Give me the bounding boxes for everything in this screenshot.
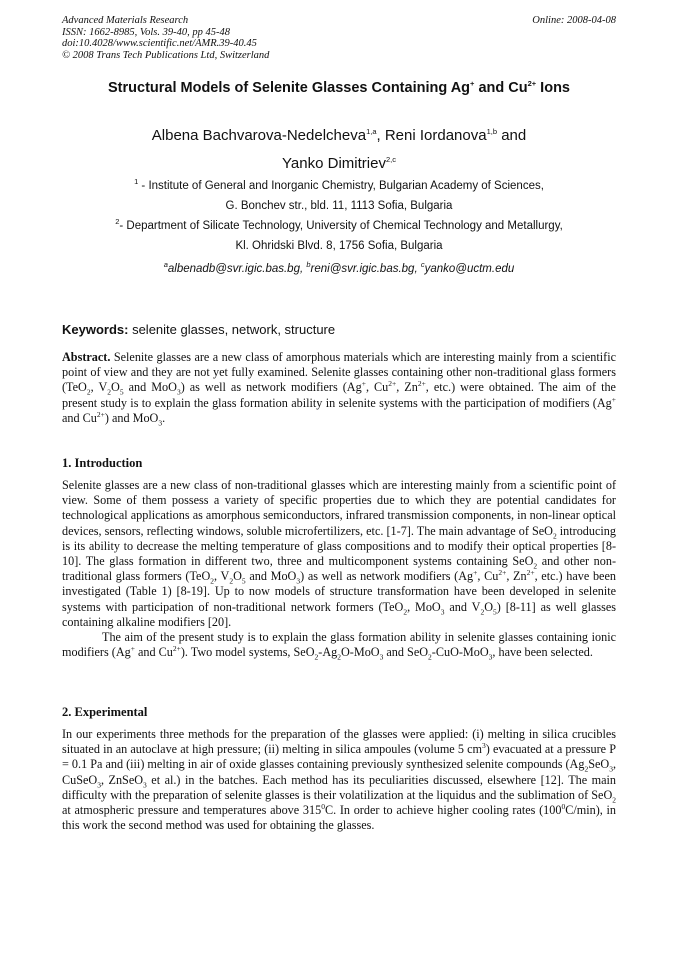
paper-title: Structural Models of Selenite Glasses Containing Ag+ and $Cu^{2+}$ Ions: [108, 79, 570, 96]
author-1: Albena Bachvarova-Nedelcheva: [151, 127, 367, 144]
keywords: Keywords: selenite glasses, network, structure: [62, 322, 336, 337]
online-date: Online: 2008-04-08: [532, 15, 616, 26]
abstract: Abstract. Selenite glasses are a new class of amorphous materials which are interesting mainly from a scientific point of view and they are not yet fully examined. Selenite glasses containing other non-traditional glass formers (TeO$_2$, $V_2O_5$ and MoO$_3$) as well as network modifiers (Ag+, $Cu^{2+}$, $Zn^{2+}$, etc.) were obtained. The aim of the present study is to explain the glass formation ability in selenite systems with the participation of modifiers (Ag+ and $Cu^{2+}$) and MoO$_3$.: [62, 350, 616, 428]
copyright-line: © 2008 Trans Tech Publications Ltd, Switzerland: [62, 49, 270, 61]
intro-paragraph-1: Selenite glasses are a new class of non-traditional glasses which are interesting mainly from a scientific point of view. Some of them possess a variety of specific properties due to which they are potential candidates for technological applications as amorphous semiconductors, infrared transmission components, in non-linear optical devices, sensors, reflecting windows, soluble microfertilizers, etc. [1-7]. The main advantage of SeO$_2$ introducing is its ability to decrease the melting temperature of glass compositions and to modify their optical properties [8-10]. The glass formation in different two, three and multicomponent systems containing SeO$_2$ and other non-traditional glass formers (TeO$_2$, $V_2O_5$ and MoO$_3$) as well as network modifiers (Ag+, $Cu^{2+}$, $Zn^{2+}$, etc.) have been investigated (Table 1) [8-19]. Up to now models of structure transformation have been developed in selenite systems with participation of non-traditional network formers (TeO$_2$, MoO$_3$ and $V_2O_5$) [8-11] as well glasses containing alkaline modifiers [20].: [62, 478, 617, 629]
journal-name: Advanced Materials Research: [62, 15, 189, 26]
author-list: Albena Bachvarova-Nedelcheva$^{1,a}$, Reni Iordanova$^{1,b}$ and Yanko Dimitriev$^{2,c}$: [151, 127, 527, 172]
affiliations: $^1$ - Institute of General and Inorganic Chemistry, Bulgarian Academy of Sciences, G. Bonchev str., bld. 11, 1113 Sofia, Bulgaria $^2$- Department of Silicate Technology, University of Chemical Technology and Metallurgy, Kl. Ohridski Blvd. 8, 1756 Sofia, Bulgaria: [62, 176, 616, 256]
author-emails: $^a$albenadb@svr.igic.bas.bg, $^b$reni@svr.igic.bas.bg, $^c$yanko@uctm.edu: [163, 260, 515, 275]
issn-line: ISSN: 1662-8985, Vols. 39-40, pp 45-48: [62, 26, 230, 38]
intro-paragraph-2: The aim of the present study is to explain the glass formation ability in selenite glasses containing ionic modifiers (Ag+ and $Cu^{2+}$). Two model systems, $SeO_2-Ag_2O-MoO_3$ and SeO$_2$-CuO-MoO$_3$, have been selected.: [62, 630, 616, 662]
affiliation-2: $^2$- Department of Silicate Technology, University of Chemical Technology and Metallurgy,: [115, 217, 563, 232]
introduction-text: [62, 478, 616, 660]
experimental-text: In our experiments three methods for the preparation of the glasses were applied: (i) melting in silica crucibles situated in an autoclave at high pressure; (ii) melting in silica ampoules (volume 5 $cm^3$) evacuated at a pressure P = 0.1 Pa and (iii) melting in air of oxide glasses containing previously synthesized selenite compounds ($Ag_2SeO_3$, CuSeO$_3$, ZnSeO$_3$ et al.) in the batches. Each method has its peculiarities discussed, elsewhere [12]. The main difficulty with the preparation of selenite glasses is their volatilization at the liquidus and the sublimation of SeO$_2$ at atmospheric pressure and temperatures above $315^0C$. In order to achieve higher cooling rates $(100^0C/\min)$, in this work the second method was used for obtaining the glasses.: [62, 727, 616, 833]
doi-line: doi:10.4028/www.scientific.net/AMR.39-40.45: [62, 38, 257, 49]
author-2: , Reni Iordanova: [376, 127, 487, 144]
author-3: Yanko Dimitriev: [282, 155, 386, 172]
affiliation-1: $^1$ - Institute of General and Inorganic Chemistry, Bulgarian Academy of Sciences,: [134, 177, 544, 192]
section-heading-experimental: 2. Experimental: [62, 705, 148, 719]
section-heading-introduction: 1. Introduction: [62, 456, 143, 470]
journal-header: [62, 15, 616, 61]
